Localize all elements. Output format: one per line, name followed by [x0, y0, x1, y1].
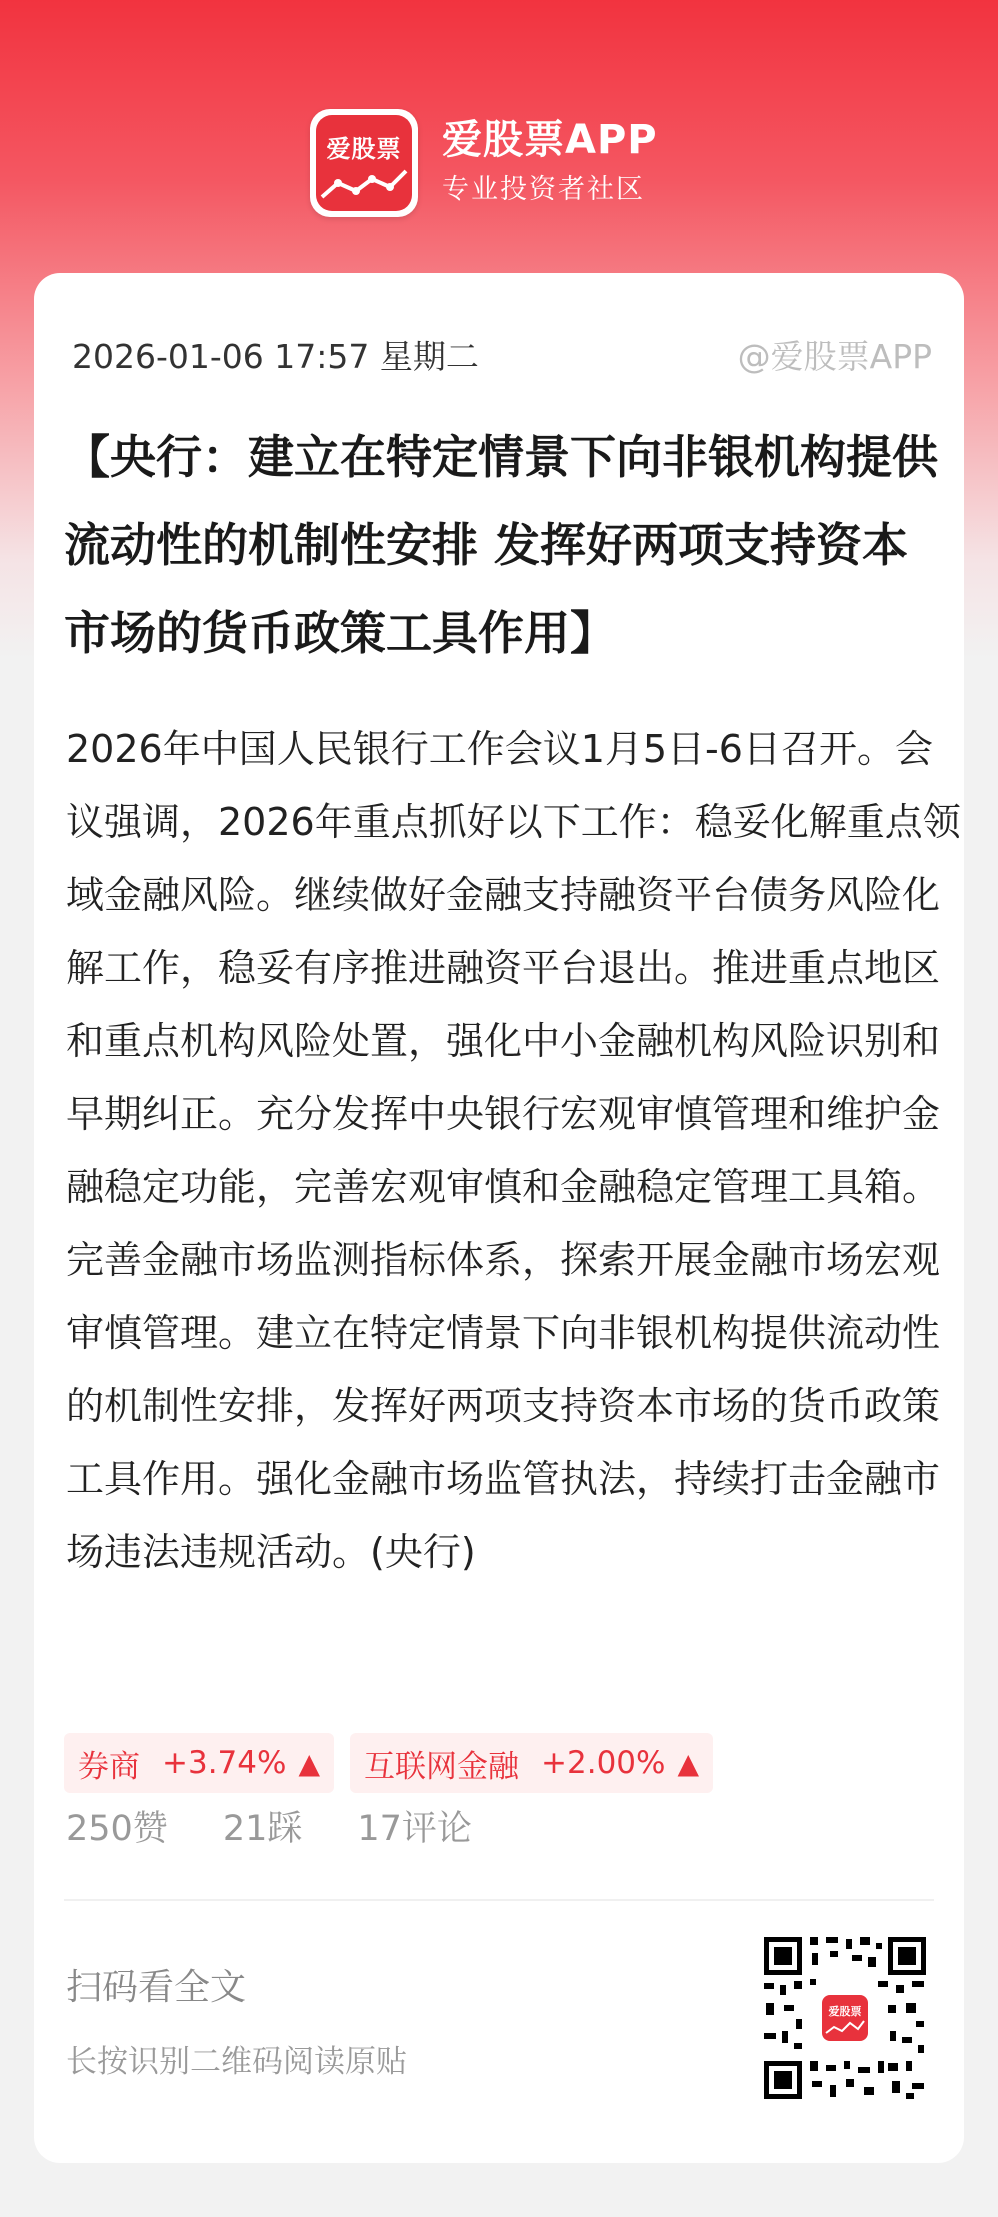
- app-logo: [310, 109, 418, 217]
- brand-name: 爱股票APP: [442, 117, 658, 163]
- qr-logo-text: 爱股票: [828, 2005, 862, 2018]
- stock-tag-internet-finance[interactable]: [350, 1733, 713, 1793]
- brand-subtitle: 专业投资者社区: [442, 174, 645, 205]
- trend-line-icon: [316, 161, 412, 211]
- divider: [64, 1899, 934, 1901]
- post-title: 【央行：建立在特定情景下向非银机构提供流动性的机制性安排 发挥好两项支持资本市场的货币政策工具作用】: [64, 430, 938, 660]
- scan-prompt: 扫码看全文: [66, 1967, 247, 2008]
- stock-tag-brokers[interactable]: [64, 1733, 334, 1793]
- logo-text: 爱股票: [326, 135, 402, 163]
- tag-name: 券商: [78, 1748, 140, 1785]
- likes-count[interactable]: 250赞: [66, 1809, 168, 1849]
- post-meta: [72, 331, 932, 375]
- post-card: [34, 273, 964, 2163]
- app-header: [310, 108, 658, 218]
- tag-name: 互联网金融: [364, 1748, 520, 1785]
- brand-block: [442, 116, 658, 210]
- post-source[interactable]: @爱股票APP: [737, 337, 932, 376]
- post-datetime: 2026-01-06 17:57 星期二: [72, 337, 479, 376]
- qr-code-icon[interactable]: [760, 1933, 930, 2103]
- up-arrow-icon: ▲: [677, 1746, 700, 1780]
- tag-change: +2.00%: [541, 1745, 666, 1781]
- up-arrow-icon: ▲: [298, 1746, 321, 1780]
- tag-change: +3.74%: [162, 1745, 287, 1781]
- post-body: 2026年中国人民银行工作会议1月5日-6日召开。会议强调，2026年重点抓好以下工作：稳妥化解重点领域金融风险。继续做好金融支持融资平台债务风险化解工作，稳妥有序推进融资平台退出。推进重点地区和重点机构风险处置，强化中小金融机构风险识别和早期纠正。充分发挥中央银行宏观审慎管理和维护金融稳定功能，完善宏观审慎和金融稳定管理工具箱。完善金融市场监测指标体系，探索开展金融市场宏观审慎管理。建立在特定情景下向非银机构提供流动性的机制性安排，发挥好两项支持资本市场的货币政策工具作用。强化金融市场监管执法，持续打击金融市场违法违规活动。(央行): [66, 727, 961, 1574]
- stock-tags: [64, 1733, 729, 1793]
- dislikes-count[interactable]: 21踩: [222, 1809, 303, 1849]
- scan-hint: 长按识别二维码阅读原贴: [66, 2044, 407, 2080]
- post-stats: [66, 1801, 527, 1851]
- comments-count[interactable]: 17评论: [357, 1809, 472, 1849]
